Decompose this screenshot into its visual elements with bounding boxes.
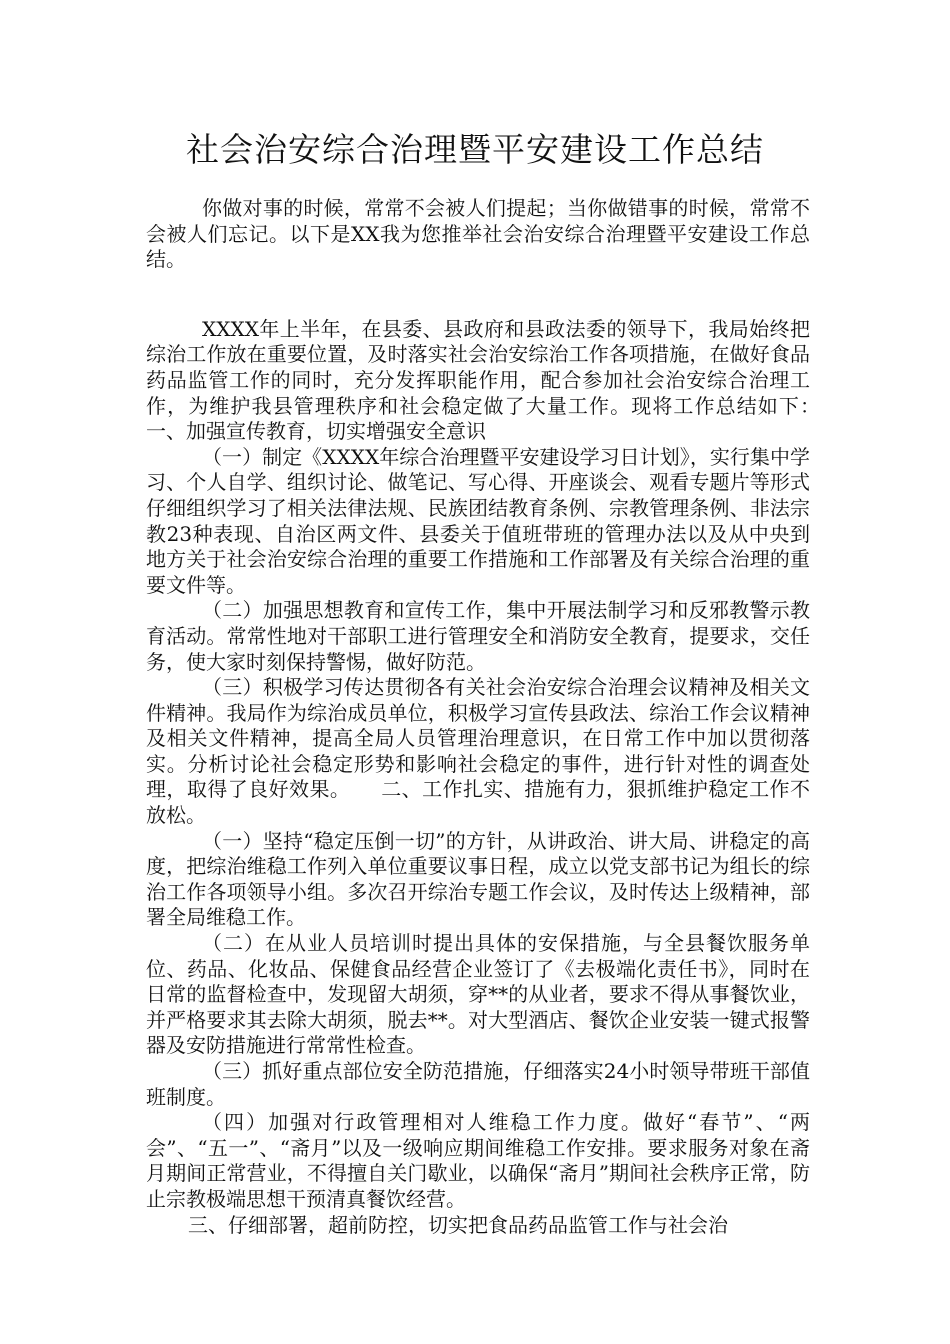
body-paragraph: （一）制定《XXXX年综合治理暨平安建设学习日计划》，实行集中学习、个人自学、组织讨论、做笔记、写心得、开座谈会、观看专题片等形式仔细组织学习了相关法律法规、民族团结教育条例、宗教管理条例、非法宗教23种表现、自治区两文件、县委关于值班带班的管理办法以及从中央到地方关于社会治安综合治理的重要工作措施和工作部署及有关综合治理的重要文件等。 [146,444,810,597]
body-paragraph: （三）积极学习传达贯彻各有关社会治安综合治理会议精神及相关文件精神。我局作为综治成员单位，积极学习宣传县政法、综治工作会议精神及相关文件精神，提高全局人员管理治理意识，在日常工作中加以贯彻落实。分析讨论社会稳定形势和影响社会稳定的事件，进行针对性的调查处理，取得了良好效果。 二、工作扎实、措施有力，狠抓维护稳定工作不放松。 [146,675,810,828]
paragraph-spacer [146,273,810,317]
document-title: 社会治安综合治理暨平安建设工作总结 [186,130,764,169]
body-paragraph: （二）加强思想教育和宣传工作，集中开展法制学习和反邪教警示教育活动。常常性地对干部职工进行管理安全和消防安全教育，提要求，交任务，使大家时刻保持警惕，做好防范。 [146,598,810,674]
body-paragraph: （四）加强对行政管理相对人维稳工作力度。做好“春节”、“两会”、“五一”、“斋月”以及一级响应期间维稳工作安排。要求服务对象在斋月期间正常营业，不得擅自关门歇业，以确保“斋月”期间社会秩序正常，防止宗教极端思想干预清真餐饮经营。 [146,1110,810,1211]
body-paragraph: （三）抓好重点部位安全防范措施，仔细落实24小时领导带班干部值班制度。 [146,1059,810,1109]
body-paragraph: （二）在从业人员培训时提出具体的安保措施，与全县餐饮服务单位、药品、化妆品、保健食品经营企业签订了《去极端化责任书》，同时在日常的监督检查中，发现留大胡须，穿**的从业者，要求不得从事餐饮业，并严格要求其去除大胡须，脱去**。对大型酒店、餐饮企业安装一键式报警器及安防措施进行常常性检查。 [146,931,810,1058]
body-paragraph: XXXX年上半年，在县委、县政府和县政法委的领导下，我局始终把综治工作放在重要位置，及时落实社会治安综治工作各项措施，在做好食品药品监管工作的同时，充分发挥职能作用，配合参加社会治安综合治理工作，为维护我县管理秩序和社会稳定做了大量工作。现将工作总结如下： 一、加强宣传教育，切实增强安全意识 [146,316,870,444]
body-paragraph: 三、仔细部署，超前防控，切实把食品药品监管工作与社会治 [188,1212,728,1237]
body-paragraph: （一）坚持“稳定压倒一切”的方针，从讲政治、讲大局、讲稳定的高度，把综治维稳工作列入单位重要议事日程，成立以党支部书记为组长的综治工作各项领导小组。多次召开综治专题工作会议，及时传达上级精神，部署全局维稳工作。 [146,828,810,930]
intro-paragraph: 你做对事的时候，常常不会被人们提起；当你做错事的时候，常常不会被人们忘记。以下是XX我为您推举社会治安综合治理暨平安建设工作总结。 [146,196,810,272]
document-body [146,196,870,1238]
